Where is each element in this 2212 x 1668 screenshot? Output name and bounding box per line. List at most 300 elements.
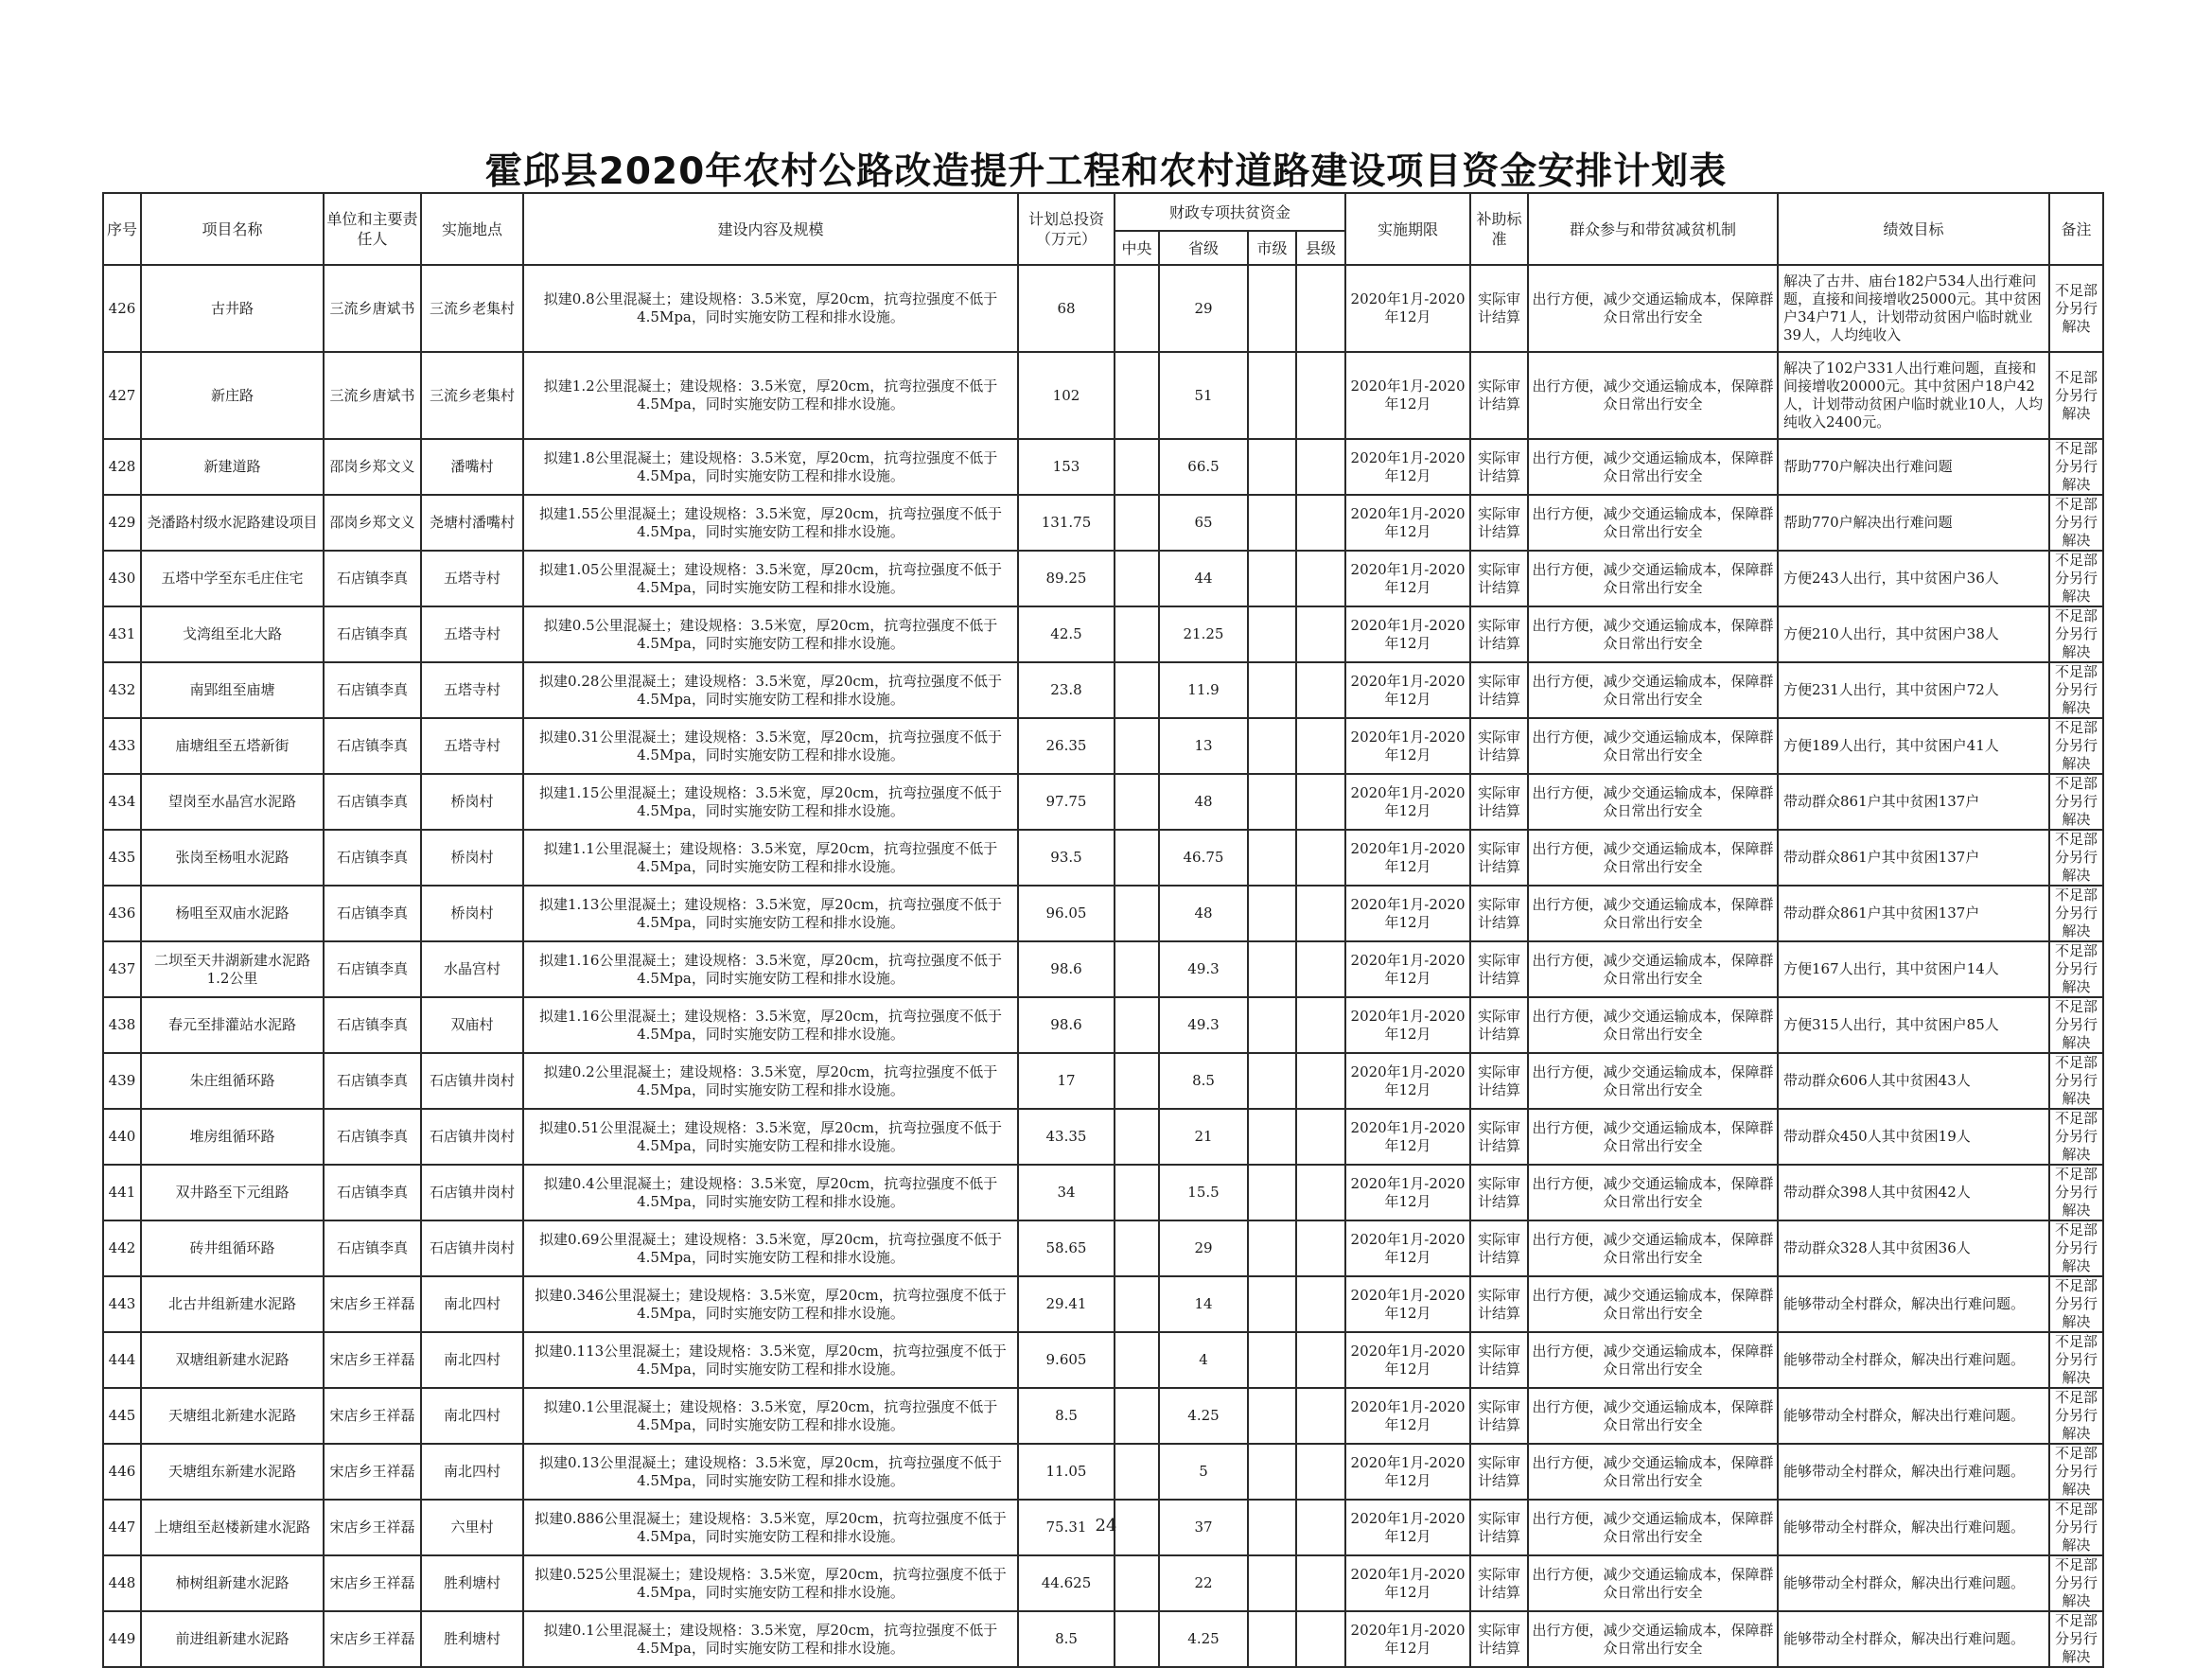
cell-subsidy: 实际审计结算 — [1470, 1165, 1528, 1220]
cell-mechanism: 出行方便，减少交通运输成本，保障群众日常出行安全 — [1528, 1276, 1778, 1332]
cell-subsidy: 实际审计结算 — [1470, 1555, 1528, 1611]
cell-mechanism: 出行方便，减少交通运输成本，保障群众日常出行安全 — [1528, 495, 1778, 551]
cell-period: 2020年1月-2020年12月 — [1345, 774, 1470, 830]
cell-period: 2020年1月-2020年12月 — [1345, 997, 1470, 1053]
cell-name: 天塘组北新建水泥路 — [141, 1388, 324, 1444]
cell-subsidy: 实际审计结算 — [1470, 265, 1528, 352]
cell-province: 48 — [1159, 886, 1248, 941]
cell-content: 拟建0.13公里混凝土；建设规格：3.5米宽，厚20cm，抗弯拉强度不低于4.5Mpa，同时实施安防工程和排水设施。 — [523, 1444, 1018, 1500]
cell-name: 天塘组东新建水泥路 — [141, 1444, 324, 1500]
cell-subsidy: 实际审计结算 — [1470, 1444, 1528, 1500]
cell-total: 43.35 — [1018, 1109, 1115, 1165]
cell-subsidy: 实际审计结算 — [1470, 606, 1528, 662]
cell-unit: 宋店乡王祥磊 — [324, 1332, 421, 1388]
table-row — [103, 551, 2103, 606]
cell-content: 拟建1.2公里混凝土；建设规格：3.5米宽，厚20cm，抗弯拉强度不低于4.5Mpa，同时实施安防工程和排水设施。 — [523, 352, 1018, 439]
header-central: 中央 — [1115, 231, 1159, 265]
cell-note: 不足部分另行解决 — [2049, 1109, 2103, 1165]
cell-content: 拟建1.55公里混凝土；建设规格：3.5米宽，厚20cm，抗弯拉强度不低于4.5Mpa，同时实施安防工程和排水设施。 — [523, 495, 1018, 551]
cell-city — [1248, 606, 1296, 662]
cell-name: 五塔中学至东毛庄住宅 — [141, 551, 324, 606]
cell-mechanism: 出行方便，减少交通运输成本，保障群众日常出行安全 — [1528, 1332, 1778, 1388]
cell-performance: 帮助770户解决出行难问题 — [1778, 495, 2049, 551]
cell-total: 11.05 — [1018, 1444, 1115, 1500]
cell-content: 拟建0.2公里混凝土；建设规格：3.5米宽，厚20cm，抗弯拉强度不低于4.5Mpa，同时实施安防工程和排水设施。 — [523, 1053, 1018, 1109]
cell-unit: 石店镇李真 — [324, 941, 421, 997]
cell-unit: 宋店乡王祥磊 — [324, 1388, 421, 1444]
cell-period: 2020年1月-2020年12月 — [1345, 941, 1470, 997]
cell-content: 拟建0.1公里混凝土；建设规格：3.5米宽，厚20cm，抗弯拉强度不低于4.5Mpa，同时实施安防工程和排水设施。 — [523, 1388, 1018, 1444]
cell-location: 胜利塘村 — [421, 1555, 523, 1611]
cell-note: 不足部分另行解决 — [2049, 941, 2103, 997]
cell-central — [1115, 352, 1159, 439]
cell-seq: 436 — [103, 886, 141, 941]
cell-unit: 邵岗乡郑文义 — [324, 495, 421, 551]
cell-city — [1248, 495, 1296, 551]
cell-mechanism: 出行方便，减少交通运输成本，保障群众日常出行安全 — [1528, 265, 1778, 352]
cell-seq: 438 — [103, 997, 141, 1053]
cell-city — [1248, 1555, 1296, 1611]
cell-county — [1296, 495, 1345, 551]
cell-content: 拟建0.5公里混凝土；建设规格：3.5米宽，厚20cm，抗弯拉强度不低于4.5Mpa，同时实施安防工程和排水设施。 — [523, 606, 1018, 662]
header-county: 县级 — [1296, 231, 1345, 265]
cell-seq: 443 — [103, 1276, 141, 1332]
cell-note: 不足部分另行解决 — [2049, 265, 2103, 352]
cell-note: 不足部分另行解决 — [2049, 1500, 2103, 1555]
table-row — [103, 662, 2103, 718]
table-header — [103, 193, 2103, 265]
cell-unit: 石店镇李真 — [324, 718, 421, 774]
cell-county — [1296, 1053, 1345, 1109]
table-row — [103, 1276, 2103, 1332]
cell-city — [1248, 1053, 1296, 1109]
cell-city — [1248, 1276, 1296, 1332]
cell-mechanism: 出行方便，减少交通运输成本，保障群众日常出行安全 — [1528, 606, 1778, 662]
cell-total: 89.25 — [1018, 551, 1115, 606]
cell-province: 21 — [1159, 1109, 1248, 1165]
table-row — [103, 1444, 2103, 1500]
cell-province: 48 — [1159, 774, 1248, 830]
cell-location: 石店镇井岗村 — [421, 1220, 523, 1276]
cell-location: 南北四村 — [421, 1444, 523, 1500]
cell-period: 2020年1月-2020年12月 — [1345, 1220, 1470, 1276]
cell-province: 37 — [1159, 1500, 1248, 1555]
cell-county — [1296, 1611, 1345, 1667]
cell-location: 南北四村 — [421, 1388, 523, 1444]
cell-city — [1248, 1220, 1296, 1276]
cell-central — [1115, 718, 1159, 774]
cell-subsidy: 实际审计结算 — [1470, 1500, 1528, 1555]
cell-county — [1296, 352, 1345, 439]
cell-county — [1296, 1165, 1345, 1220]
cell-seq: 432 — [103, 662, 141, 718]
table-row — [103, 718, 2103, 774]
cell-location: 潘嘴村 — [421, 439, 523, 495]
cell-period: 2020年1月-2020年12月 — [1345, 606, 1470, 662]
cell-total: 98.6 — [1018, 941, 1115, 997]
cell-performance: 带动群众861户其中贫困137户 — [1778, 886, 2049, 941]
header-fund-group: 财政专项扶贫资金 — [1115, 193, 1345, 231]
table-row — [103, 997, 2103, 1053]
cell-province: 44 — [1159, 551, 1248, 606]
cell-total: 42.5 — [1018, 606, 1115, 662]
cell-performance: 带动群众398人其中贫困42人 — [1778, 1165, 2049, 1220]
cell-content: 拟建0.69公里混凝土；建设规格：3.5米宽，厚20cm，抗弯拉强度不低于4.5Mpa，同时实施安防工程和排水设施。 — [523, 1220, 1018, 1276]
cell-county — [1296, 718, 1345, 774]
cell-county — [1296, 265, 1345, 352]
table-row — [103, 495, 2103, 551]
header-note: 备注 — [2049, 193, 2103, 265]
cell-total: 26.35 — [1018, 718, 1115, 774]
cell-mechanism: 出行方便，减少交通运输成本，保障群众日常出行安全 — [1528, 1555, 1778, 1611]
cell-location: 尧塘村潘嘴村 — [421, 495, 523, 551]
cell-total: 29.41 — [1018, 1276, 1115, 1332]
cell-content: 拟建1.8公里混凝土；建设规格：3.5米宽，厚20cm，抗弯拉强度不低于4.5Mpa，同时实施安防工程和排水设施。 — [523, 439, 1018, 495]
cell-province: 8.5 — [1159, 1053, 1248, 1109]
cell-mechanism: 出行方便，减少交通运输成本，保障群众日常出行安全 — [1528, 352, 1778, 439]
cell-location: 石店镇井岗村 — [421, 1109, 523, 1165]
cell-performance: 能够带动全村群众，解决出行难问题。 — [1778, 1555, 2049, 1611]
cell-mechanism: 出行方便，减少交通运输成本，保障群众日常出行安全 — [1528, 551, 1778, 606]
cell-central — [1115, 1276, 1159, 1332]
cell-period: 2020年1月-2020年12月 — [1345, 718, 1470, 774]
cell-content: 拟建0.525公里混凝土；建设规格：3.5米宽，厚20cm，抗弯拉强度不低于4.5Mpa，同时实施安防工程和排水设施。 — [523, 1555, 1018, 1611]
cell-central — [1115, 1444, 1159, 1500]
cell-province: 4.25 — [1159, 1388, 1248, 1444]
cell-period: 2020年1月-2020年12月 — [1345, 1611, 1470, 1667]
funding-table — [102, 192, 2104, 1668]
cell-subsidy: 实际审计结算 — [1470, 1053, 1528, 1109]
cell-county — [1296, 1109, 1345, 1165]
cell-province: 29 — [1159, 265, 1248, 352]
cell-location: 水晶宫村 — [421, 941, 523, 997]
cell-subsidy: 实际审计结算 — [1470, 1276, 1528, 1332]
cell-performance: 带动群众450人其中贫困19人 — [1778, 1109, 2049, 1165]
cell-location: 南北四村 — [421, 1332, 523, 1388]
cell-city — [1248, 997, 1296, 1053]
cell-content: 拟建1.05公里混凝土；建设规格：3.5米宽，厚20cm，抗弯拉强度不低于4.5Mpa，同时实施安防工程和排水设施。 — [523, 551, 1018, 606]
cell-city — [1248, 774, 1296, 830]
cell-total: 17 — [1018, 1053, 1115, 1109]
cell-name: 杨咀至双庙水泥路 — [141, 886, 324, 941]
header-performance: 绩效目标 — [1778, 193, 2049, 265]
cell-note: 不足部分另行解决 — [2049, 1388, 2103, 1444]
cell-performance: 能够带动全村群众，解决出行难问题。 — [1778, 1276, 2049, 1332]
cell-total: 96.05 — [1018, 886, 1115, 941]
header-period: 实施期限 — [1345, 193, 1470, 265]
cell-unit: 三流乡唐斌书 — [324, 265, 421, 352]
cell-province: 15.5 — [1159, 1165, 1248, 1220]
cell-unit: 石店镇李真 — [324, 997, 421, 1053]
cell-performance: 带动群众606人其中贫困43人 — [1778, 1053, 2049, 1109]
cell-performance: 能够带动全村群众，解决出行难问题。 — [1778, 1332, 2049, 1388]
funding-table-container — [102, 192, 2102, 1668]
cell-performance: 方便167人出行，其中贫困户14人 — [1778, 941, 2049, 997]
cell-period: 2020年1月-2020年12月 — [1345, 495, 1470, 551]
cell-province: 46.75 — [1159, 830, 1248, 886]
cell-subsidy: 实际审计结算 — [1470, 1388, 1528, 1444]
header-unit: 单位和主要责任人 — [324, 193, 421, 265]
cell-unit: 宋店乡王祥磊 — [324, 1500, 421, 1555]
cell-city — [1248, 1388, 1296, 1444]
cell-name: 南郢组至庙塘 — [141, 662, 324, 718]
cell-province: 11.9 — [1159, 662, 1248, 718]
cell-unit: 宋店乡王祥磊 — [324, 1611, 421, 1667]
cell-name: 张岗至杨咀水泥路 — [141, 830, 324, 886]
header-city: 市级 — [1248, 231, 1296, 265]
cell-period: 2020年1月-2020年12月 — [1345, 1109, 1470, 1165]
cell-central — [1115, 495, 1159, 551]
table-row — [103, 265, 2103, 352]
cell-mechanism: 出行方便，减少交通运输成本，保障群众日常出行安全 — [1528, 1611, 1778, 1667]
cell-note: 不足部分另行解决 — [2049, 1332, 2103, 1388]
cell-city — [1248, 1444, 1296, 1500]
cell-city — [1248, 1611, 1296, 1667]
cell-performance: 能够带动全村群众，解决出行难问题。 — [1778, 1444, 2049, 1500]
cell-central — [1115, 1165, 1159, 1220]
cell-city — [1248, 941, 1296, 997]
cell-period: 2020年1月-2020年12月 — [1345, 1165, 1470, 1220]
cell-location: 石店镇井岗村 — [421, 1165, 523, 1220]
cell-unit: 石店镇李真 — [324, 662, 421, 718]
cell-province: 21.25 — [1159, 606, 1248, 662]
cell-note: 不足部分另行解决 — [2049, 1611, 2103, 1667]
page-title: 霍邱县2020年农村公路改造提升工程和农村道路建设项目资金安排计划表 — [484, 150, 1728, 193]
cell-total: 34 — [1018, 1165, 1115, 1220]
cell-performance: 带动群众861户其中贫困137户 — [1778, 830, 2049, 886]
cell-content: 拟建1.16公里混凝土；建设规格：3.5米宽，厚20cm，抗弯拉强度不低于4.5Mpa，同时实施安防工程和排水设施。 — [523, 997, 1018, 1053]
cell-mechanism: 出行方便，减少交通运输成本，保障群众日常出行安全 — [1528, 1444, 1778, 1500]
cell-period: 2020年1月-2020年12月 — [1345, 1276, 1470, 1332]
table-row — [103, 1611, 2103, 1667]
cell-county — [1296, 606, 1345, 662]
cell-subsidy: 实际审计结算 — [1470, 830, 1528, 886]
cell-seq: 444 — [103, 1332, 141, 1388]
cell-location: 胜利塘村 — [421, 1611, 523, 1667]
cell-county — [1296, 1276, 1345, 1332]
cell-city — [1248, 662, 1296, 718]
cell-mechanism: 出行方便，减少交通运输成本，保障群众日常出行安全 — [1528, 1165, 1778, 1220]
cell-location: 三流乡老集村 — [421, 265, 523, 352]
cell-unit: 石店镇李真 — [324, 830, 421, 886]
cell-mechanism: 出行方便，减少交通运输成本，保障群众日常出行安全 — [1528, 718, 1778, 774]
cell-note: 不足部分另行解决 — [2049, 606, 2103, 662]
cell-subsidy: 实际审计结算 — [1470, 551, 1528, 606]
cell-seq: 428 — [103, 439, 141, 495]
cell-name: 新建道路 — [141, 439, 324, 495]
cell-name: 尧潘路村级水泥路建设项目 — [141, 495, 324, 551]
cell-mechanism: 出行方便，减少交通运输成本，保障群众日常出行安全 — [1528, 662, 1778, 718]
header-name: 项目名称 — [141, 193, 324, 265]
cell-location: 桥岗村 — [421, 886, 523, 941]
cell-period: 2020年1月-2020年12月 — [1345, 886, 1470, 941]
cell-total: 8.5 — [1018, 1388, 1115, 1444]
cell-location: 南北四村 — [421, 1276, 523, 1332]
cell-total: 58.65 — [1018, 1220, 1115, 1276]
cell-seq: 448 — [103, 1555, 141, 1611]
cell-central — [1115, 439, 1159, 495]
cell-unit: 石店镇李真 — [324, 1165, 421, 1220]
cell-central — [1115, 830, 1159, 886]
cell-subsidy: 实际审计结算 — [1470, 439, 1528, 495]
cell-content: 拟建1.15公里混凝土；建设规格：3.5米宽，厚20cm，抗弯拉强度不低于4.5Mpa，同时实施安防工程和排水设施。 — [523, 774, 1018, 830]
table-body — [103, 265, 2103, 1667]
cell-county — [1296, 774, 1345, 830]
cell-mechanism: 出行方便，减少交通运输成本，保障群众日常出行安全 — [1528, 1388, 1778, 1444]
cell-name: 堆房组循环路 — [141, 1109, 324, 1165]
table-row — [103, 941, 2103, 997]
header-location: 实施地点 — [421, 193, 523, 265]
cell-content: 拟建1.16公里混凝土；建设规格：3.5米宽，厚20cm，抗弯拉强度不低于4.5Mpa，同时实施安防工程和排水设施。 — [523, 941, 1018, 997]
cell-province: 13 — [1159, 718, 1248, 774]
cell-note: 不足部分另行解决 — [2049, 662, 2103, 718]
cell-total: 131.75 — [1018, 495, 1115, 551]
cell-period: 2020年1月-2020年12月 — [1345, 439, 1470, 495]
cell-name: 前进组新建水泥路 — [141, 1611, 324, 1667]
cell-central — [1115, 941, 1159, 997]
cell-unit: 石店镇李真 — [324, 606, 421, 662]
cell-total: 97.75 — [1018, 774, 1115, 830]
cell-seq: 445 — [103, 1388, 141, 1444]
cell-note: 不足部分另行解决 — [2049, 886, 2103, 941]
cell-note: 不足部分另行解决 — [2049, 830, 2103, 886]
table-row — [103, 1220, 2103, 1276]
cell-subsidy: 实际审计结算 — [1470, 352, 1528, 439]
cell-seq: 449 — [103, 1611, 141, 1667]
cell-province: 65 — [1159, 495, 1248, 551]
cell-county — [1296, 886, 1345, 941]
cell-county — [1296, 1555, 1345, 1611]
cell-total: 98.6 — [1018, 997, 1115, 1053]
cell-mechanism: 出行方便，减少交通运输成本，保障群众日常出行安全 — [1528, 886, 1778, 941]
cell-seq: 433 — [103, 718, 141, 774]
cell-unit: 宋店乡王祥磊 — [324, 1444, 421, 1500]
cell-performance: 带动群众328人其中贫困36人 — [1778, 1220, 2049, 1276]
cell-total: 75.31 — [1018, 1500, 1115, 1555]
cell-total: 8.5 — [1018, 1611, 1115, 1667]
cell-period: 2020年1月-2020年12月 — [1345, 830, 1470, 886]
table-row — [103, 1053, 2103, 1109]
cell-subsidy: 实际审计结算 — [1470, 774, 1528, 830]
cell-county — [1296, 997, 1345, 1053]
cell-county — [1296, 941, 1345, 997]
cell-unit: 石店镇李真 — [324, 551, 421, 606]
cell-name: 庙塘组至五塔新街 — [141, 718, 324, 774]
cell-central — [1115, 551, 1159, 606]
cell-city — [1248, 886, 1296, 941]
cell-performance: 解决了102户331人出行难问题，直接和间接增收20000元。其中贫困户18户42人，计划带动贫困户临时就业10人，人均纯收入2400元。 — [1778, 352, 2049, 439]
cell-city — [1248, 265, 1296, 352]
cell-central — [1115, 1611, 1159, 1667]
cell-mechanism: 出行方便，减少交通运输成本，保障群众日常出行安全 — [1528, 941, 1778, 997]
cell-performance: 带动群众861户其中贫困137户 — [1778, 774, 2049, 830]
table-row — [103, 352, 2103, 439]
cell-period: 2020年1月-2020年12月 — [1345, 1444, 1470, 1500]
cell-note: 不足部分另行解决 — [2049, 1444, 2103, 1500]
cell-performance: 方便231人出行，其中贫困户72人 — [1778, 662, 2049, 718]
cell-performance: 方便210人出行，其中贫困户38人 — [1778, 606, 2049, 662]
cell-city — [1248, 439, 1296, 495]
cell-province: 5 — [1159, 1444, 1248, 1500]
cell-subsidy: 实际审计结算 — [1470, 718, 1528, 774]
cell-note: 不足部分另行解决 — [2049, 352, 2103, 439]
cell-total: 68 — [1018, 265, 1115, 352]
cell-seq: 439 — [103, 1053, 141, 1109]
cell-subsidy: 实际审计结算 — [1470, 662, 1528, 718]
cell-name: 双井路至下元组路 — [141, 1165, 324, 1220]
cell-seq: 447 — [103, 1500, 141, 1555]
cell-performance: 方便243人出行，其中贫困户36人 — [1778, 551, 2049, 606]
cell-mechanism: 出行方便，减少交通运输成本，保障群众日常出行安全 — [1528, 997, 1778, 1053]
cell-city — [1248, 1332, 1296, 1388]
cell-total: 9.605 — [1018, 1332, 1115, 1388]
cell-province: 29 — [1159, 1220, 1248, 1276]
cell-county — [1296, 662, 1345, 718]
cell-county — [1296, 1388, 1345, 1444]
cell-mechanism: 出行方便，减少交通运输成本，保障群众日常出行安全 — [1528, 1220, 1778, 1276]
table-row — [103, 1555, 2103, 1611]
cell-county — [1296, 439, 1345, 495]
cell-name: 北古井组新建水泥路 — [141, 1276, 324, 1332]
cell-name: 砖井组循环路 — [141, 1220, 324, 1276]
cell-location: 桥岗村 — [421, 774, 523, 830]
cell-province: 4 — [1159, 1332, 1248, 1388]
cell-mechanism: 出行方便，减少交通运输成本，保障群众日常出行安全 — [1528, 774, 1778, 830]
cell-performance: 方便189人出行，其中贫困户41人 — [1778, 718, 2049, 774]
cell-location: 五塔寺村 — [421, 662, 523, 718]
cell-period: 2020年1月-2020年12月 — [1345, 1388, 1470, 1444]
table-row — [103, 1109, 2103, 1165]
table-row — [103, 439, 2103, 495]
cell-note: 不足部分另行解决 — [2049, 718, 2103, 774]
cell-period: 2020年1月-2020年12月 — [1345, 662, 1470, 718]
cell-name: 双塘组新建水泥路 — [141, 1332, 324, 1388]
cell-note: 不足部分另行解决 — [2049, 1165, 2103, 1220]
cell-seq: 435 — [103, 830, 141, 886]
cell-seq: 441 — [103, 1165, 141, 1220]
cell-province: 49.3 — [1159, 997, 1248, 1053]
header-mechanism: 群众参与和带贫减贫机制 — [1528, 193, 1778, 265]
cell-province: 51 — [1159, 352, 1248, 439]
cell-subsidy: 实际审计结算 — [1470, 1332, 1528, 1388]
cell-content: 拟建0.1公里混凝土；建设规格：3.5米宽，厚20cm，抗弯拉强度不低于4.5Mpa，同时实施安防工程和排水设施。 — [523, 1611, 1018, 1667]
cell-content: 拟建0.8公里混凝土；建设规格：3.5米宽，厚20cm，抗弯拉强度不低于4.5Mpa，同时实施安防工程和排水设施。 — [523, 265, 1018, 352]
cell-city — [1248, 1109, 1296, 1165]
cell-period: 2020年1月-2020年12月 — [1345, 1053, 1470, 1109]
cell-content: 拟建0.31公里混凝土；建设规格：3.5米宽，厚20cm，抗弯拉强度不低于4.5Mpa，同时实施安防工程和排水设施。 — [523, 718, 1018, 774]
cell-city — [1248, 1165, 1296, 1220]
cell-subsidy: 实际审计结算 — [1470, 941, 1528, 997]
cell-name: 上塘组至赵楼新建水泥路 — [141, 1500, 324, 1555]
cell-central — [1115, 1332, 1159, 1388]
cell-subsidy: 实际审计结算 — [1470, 495, 1528, 551]
table-row — [103, 606, 2103, 662]
cell-location: 三流乡老集村 — [421, 352, 523, 439]
cell-location: 五塔寺村 — [421, 606, 523, 662]
cell-unit: 宋店乡王祥磊 — [324, 1276, 421, 1332]
cell-seq: 434 — [103, 774, 141, 830]
cell-mechanism: 出行方便，减少交通运输成本，保障群众日常出行安全 — [1528, 1109, 1778, 1165]
cell-period: 2020年1月-2020年12月 — [1345, 352, 1470, 439]
cell-note: 不足部分另行解决 — [2049, 997, 2103, 1053]
cell-central — [1115, 1388, 1159, 1444]
cell-central — [1115, 886, 1159, 941]
cell-content: 拟建0.113公里混凝土；建设规格：3.5米宽，厚20cm，抗弯拉强度不低于4.5Mpa，同时实施安防工程和排水设施。 — [523, 1332, 1018, 1388]
cell-period: 2020年1月-2020年12月 — [1345, 1332, 1470, 1388]
page-number: 24 — [1095, 1516, 1117, 1536]
cell-subsidy: 实际审计结算 — [1470, 1220, 1528, 1276]
table-row — [103, 830, 2103, 886]
